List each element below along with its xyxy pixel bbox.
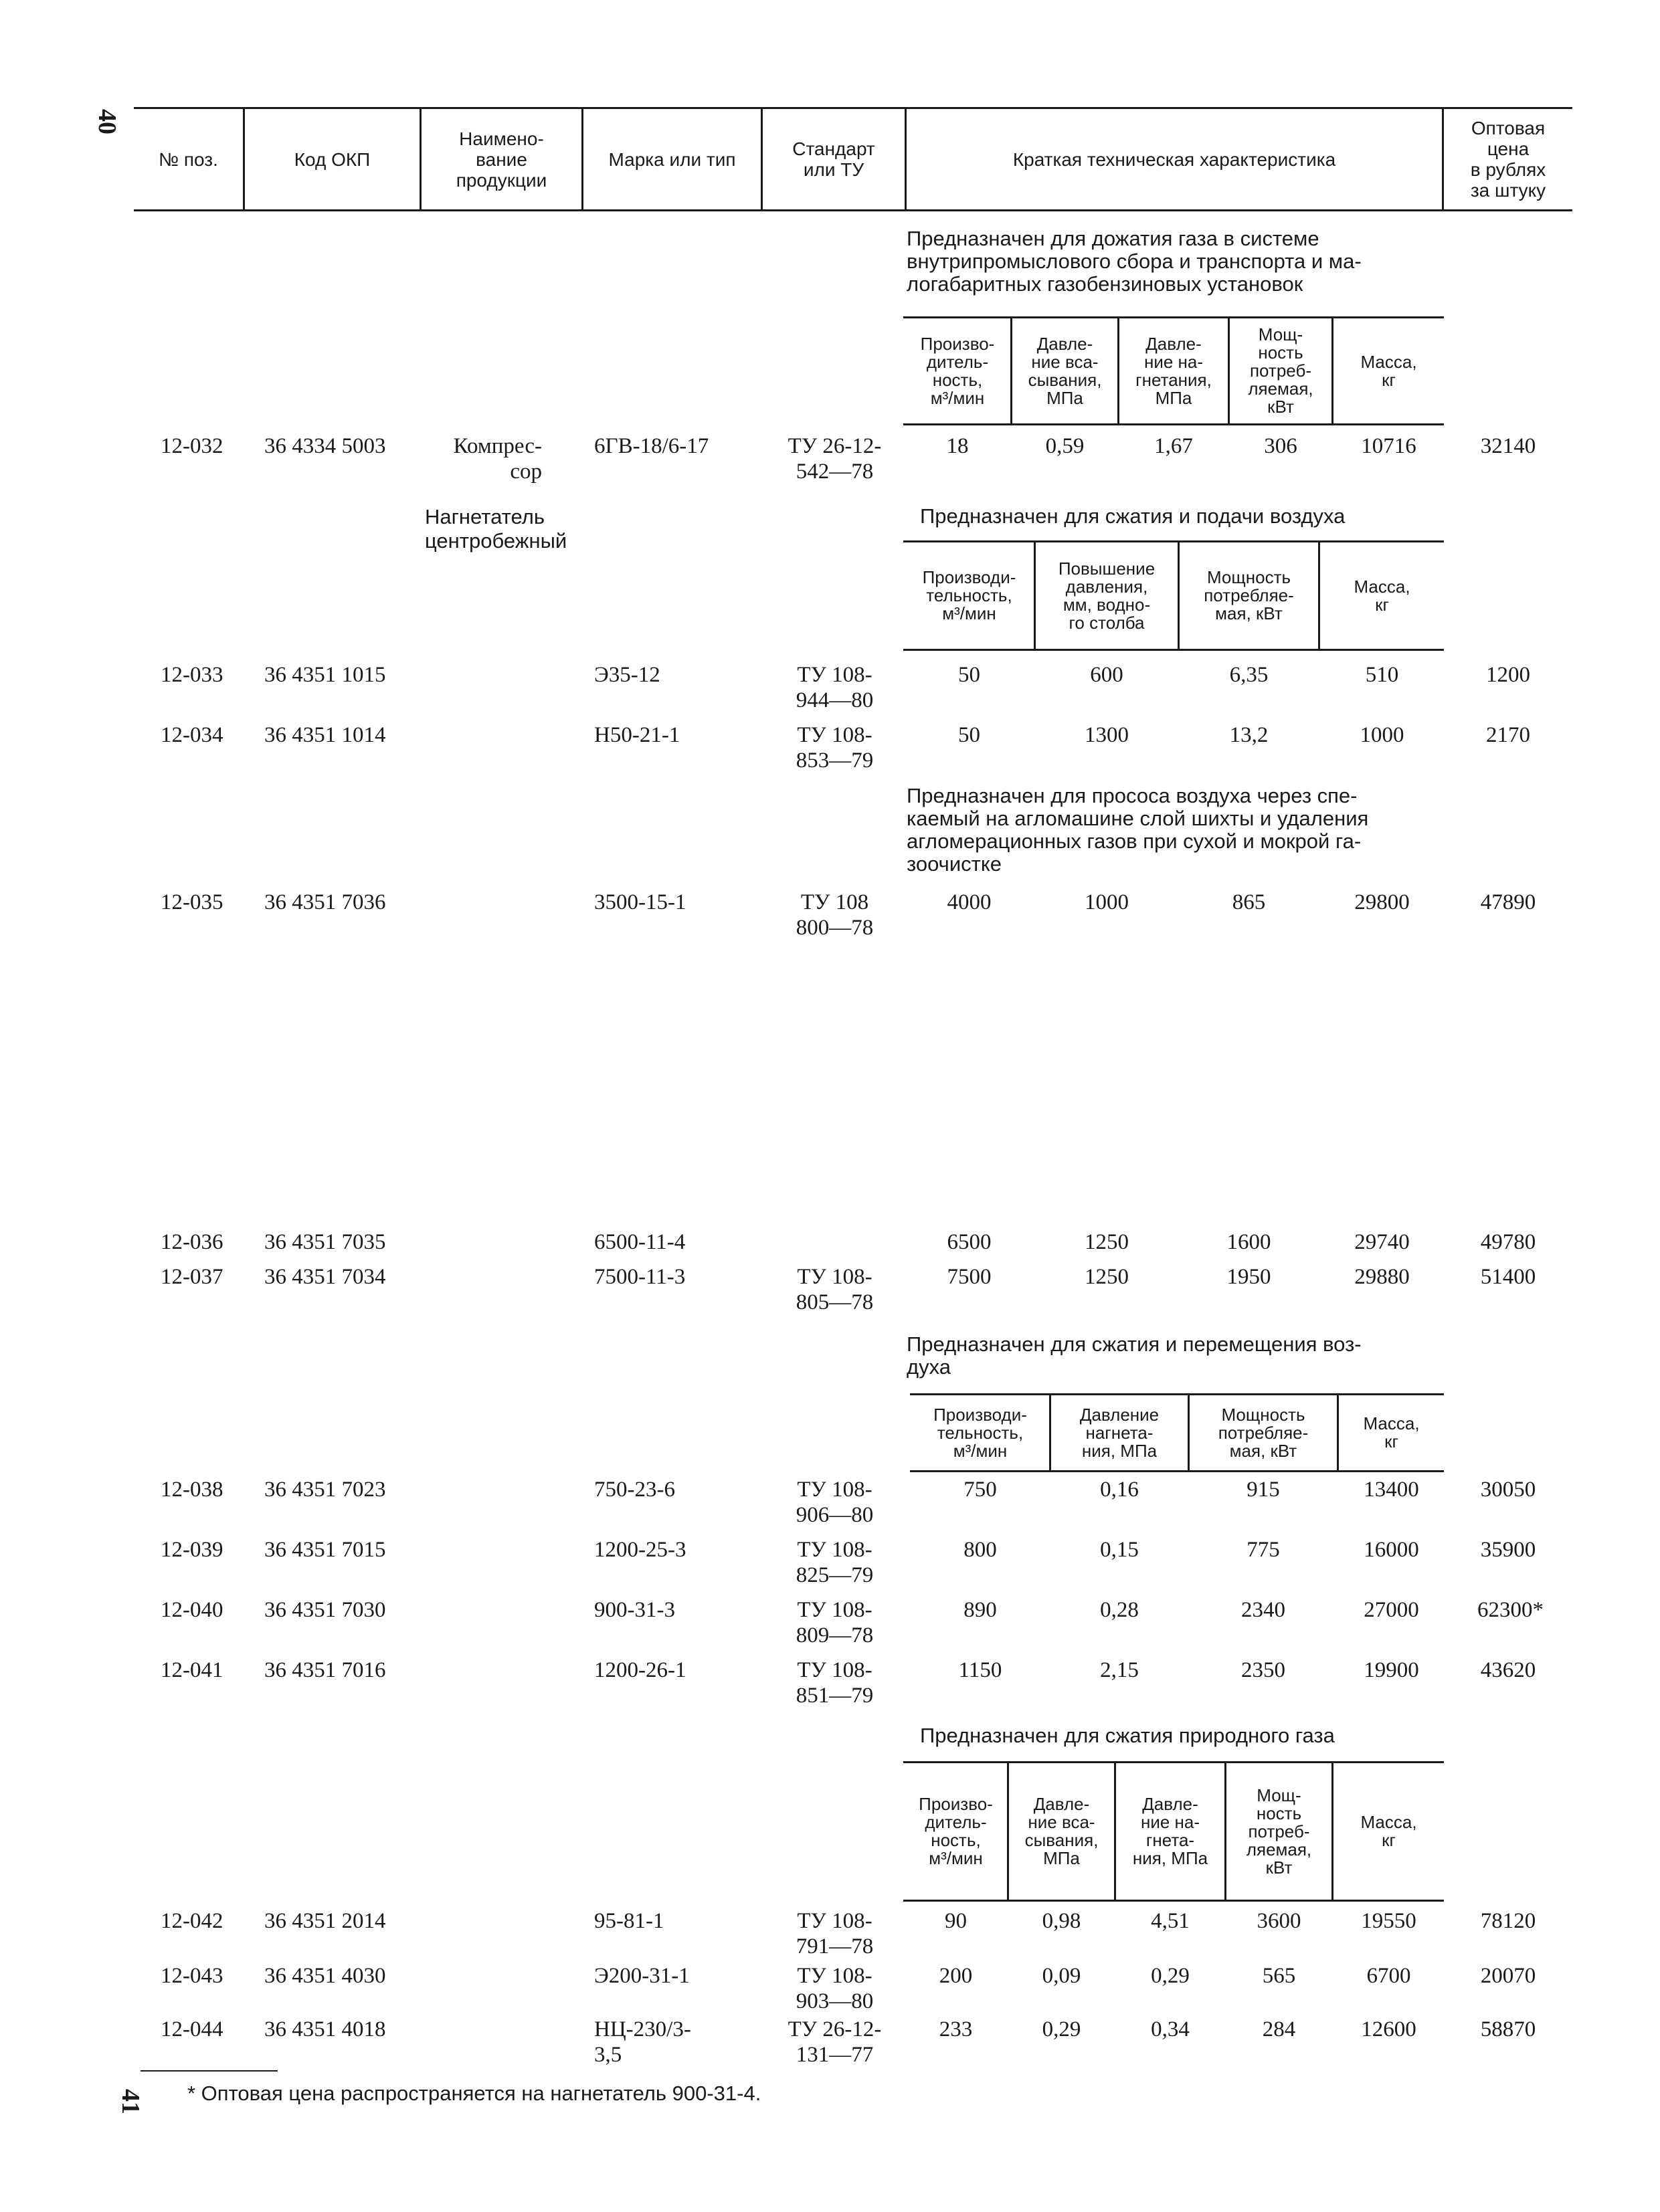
row-040-v4: 27000	[1364, 1598, 1419, 1622]
s5-col-3: Давле- ние на- гнета- ния, МПа	[1132, 1794, 1208, 1868]
row-032-v1: 18	[946, 434, 969, 458]
row-034-okp: 36 4351 1014	[264, 723, 386, 747]
s5-sub-bottom	[903, 1900, 1444, 1902]
s2-sub-bottom	[903, 649, 1444, 651]
row-043-v4: 565	[1262, 1964, 1296, 1988]
row-035-pos: 12-035	[161, 890, 223, 914]
row-039-v4: 16000	[1364, 1538, 1419, 1562]
row-044-okp: 36 4351 4018	[264, 2017, 386, 2041]
row-041-v4: 19900	[1364, 1658, 1419, 1682]
row-039-v1: 800	[963, 1538, 997, 1562]
s1-sub-bottom	[903, 423, 1444, 425]
row-042-v1: 90	[945, 1909, 967, 1933]
row-032-name: Компрес- сор	[453, 434, 542, 484]
row-040-price: 62300*	[1477, 1598, 1544, 1622]
row-035-v3: 865	[1232, 890, 1266, 914]
header-price: Оптовая цена в рублях за штуку	[1470, 118, 1546, 201]
row-036-price: 49780	[1480, 1230, 1536, 1254]
row-038-mark: 750-23-6	[594, 1478, 675, 1502]
row-040-v3: 2340	[1241, 1598, 1285, 1622]
page-number-top: 40	[93, 109, 121, 134]
row-042-mark: 95-81-1	[594, 1909, 664, 1933]
row-036-okp: 36 4351 7035	[264, 1230, 386, 1254]
row-041-price: 43620	[1480, 1658, 1536, 1682]
row-036-mark: 6500-11-4	[594, 1230, 686, 1254]
row-037-std: ТУ 108- 805—78	[796, 1265, 874, 1314]
s5-col-1: Произво- дитель- ность, м³/мин	[919, 1794, 993, 1868]
row-039-pos: 12-039	[161, 1538, 223, 1562]
row-040-okp: 36 4351 7030	[264, 1598, 386, 1622]
row-034-mark: Н50-21-1	[594, 723, 680, 747]
s1-col-1: Произво- дитель- ность, м³/мин	[920, 333, 995, 408]
row-033-price: 1200	[1486, 663, 1530, 687]
row-032-v3: 1,67	[1154, 434, 1193, 458]
row-039-std: ТУ 108- 825—79	[796, 1538, 874, 1587]
s4-col-1: Производи- тельность, м³/мин	[933, 1404, 1027, 1461]
row-039-okp: 36 4351 7015	[264, 1538, 386, 1562]
s2-col-1: Производи- тельность, м³/мин	[922, 567, 1016, 623]
footnote: * Оптовая цена распространяется на нагнетатель 900-31-4.	[187, 2082, 761, 2105]
row-040-mark: 900-31-3	[594, 1598, 675, 1622]
row-038-pos: 12-038	[161, 1478, 223, 1502]
row-032-v4: 306	[1264, 434, 1297, 458]
s1-col-5: Масса, кг	[1360, 351, 1417, 390]
row-037-v2: 1250	[1085, 1265, 1129, 1289]
row-038-v3: 915	[1247, 1478, 1280, 1502]
row-033-v2: 600	[1090, 663, 1123, 687]
row-040-v1: 890	[963, 1598, 997, 1622]
row-037-v4: 29880	[1354, 1265, 1410, 1289]
s1-col-3: Давле- ние на- гнетания, МПа	[1135, 333, 1212, 408]
row-033-v3: 6,35	[1229, 663, 1269, 687]
row-044-mark: НЦ-230/3- 3,5	[594, 2017, 691, 2067]
section-3-description: Предназначен для прососа воздуха через спе- каемый на агломашине слой шихты и удаления агломерационных газов при сухой и мокрой га- зоочистке	[907, 784, 1369, 876]
s5-col-4: Мощ- ность потреб- ляемая, кВт	[1246, 1785, 1312, 1878]
s2-col-3: Мощность потребляе- мая, кВт	[1204, 567, 1294, 623]
row-042-okp: 36 4351 2014	[264, 1909, 386, 1933]
row-044-v4: 284	[1262, 2017, 1296, 2041]
row-040-v2: 0,28	[1100, 1598, 1139, 1622]
row-034-v1: 50	[958, 723, 980, 747]
row-033-v1: 50	[958, 663, 980, 687]
row-038-v1: 750	[963, 1478, 997, 1502]
row-039-price: 35900	[1480, 1538, 1536, 1562]
row-042-std: ТУ 108- 791—78	[796, 1909, 874, 1958]
row-041-pos: 12-041	[161, 1658, 223, 1682]
row-032-pos: 12-032	[161, 434, 223, 458]
row-033-mark: Э35-12	[594, 663, 660, 687]
s5-col-2: Давле- ние вса- сывания, МПа	[1024, 1794, 1099, 1868]
row-037-pos: 12-037	[161, 1265, 223, 1289]
row-044-v3: 0,34	[1151, 2017, 1190, 2041]
header-okp: Код ОКП	[294, 148, 371, 170]
row-044-v2: 0,29	[1042, 2017, 1081, 2041]
section-2-description: Предназначен для сжатия и подачи воздуха	[920, 504, 1346, 528]
row-038-okp: 36 4351 7023	[264, 1478, 386, 1502]
row-039-v2: 0,15	[1100, 1538, 1139, 1562]
row-035-v2: 1000	[1085, 890, 1129, 914]
row-034-price: 2170	[1486, 723, 1530, 747]
section-2-product-name: Нагнетатель центробежный	[425, 505, 567, 552]
row-043-okp: 36 4351 4030	[264, 1964, 386, 1988]
row-041-v1: 1150	[958, 1658, 1002, 1682]
row-043-pos: 12-043	[161, 1964, 223, 1988]
row-036-v1: 6500	[947, 1230, 992, 1254]
row-037-v3: 1950	[1226, 1265, 1271, 1289]
row-040-std: ТУ 108- 809—78	[796, 1598, 874, 1647]
row-038-price: 30050	[1480, 1478, 1536, 1502]
row-043-v3: 0,29	[1151, 1964, 1190, 1988]
row-043-v1: 200	[939, 1964, 973, 1988]
row-043-price: 20070	[1480, 1964, 1536, 1988]
row-033-okp: 36 4351 1015	[264, 663, 386, 687]
row-032-mark: 6ГВ-18/6-17	[594, 434, 709, 458]
row-035-std: ТУ 108 800—78	[796, 890, 874, 940]
row-035-v4: 29800	[1354, 890, 1410, 914]
row-041-v2: 2,15	[1100, 1658, 1139, 1682]
row-042-v3: 4,51	[1151, 1909, 1190, 1933]
row-044-std: ТУ 26-12- 131—77	[788, 2017, 882, 2067]
footnote-rule	[141, 2070, 278, 2072]
row-034-pos: 12-034	[161, 723, 223, 747]
row-032-v5: 10716	[1361, 434, 1416, 458]
row-038-v2: 0,16	[1100, 1478, 1139, 1502]
row-034-std: ТУ 108- 853—79	[796, 723, 874, 773]
row-043-v2: 0,09	[1042, 1964, 1081, 1988]
row-041-std: ТУ 108- 851—79	[796, 1658, 874, 1708]
row-044-pos: 12-044	[161, 2017, 223, 2041]
row-036-pos: 12-036	[161, 1230, 223, 1254]
header-mark: Марка или тип	[608, 148, 736, 170]
header-std: Стандарт или ТУ	[792, 138, 875, 180]
row-035-price: 47890	[1480, 890, 1536, 914]
s4-col-3: Мощность потребляе- мая, кВт	[1218, 1404, 1309, 1461]
row-042-v5: 19550	[1361, 1909, 1416, 1933]
section-1-description: Предназначен для дожатия газа в системе внутрипромыслового сбора и транспорта и ма- логабаритных газобензиновых установок	[907, 227, 1362, 296]
s4-col-2: Давление нагнета- ния, МПа	[1079, 1404, 1160, 1461]
row-035-v1: 4000	[947, 890, 992, 914]
row-033-std: ТУ 108- 944—80	[796, 663, 874, 712]
row-034-v4: 1000	[1360, 723, 1404, 747]
row-041-v3: 2350	[1241, 1658, 1285, 1682]
row-033-pos: 12-033	[161, 663, 223, 687]
row-041-okp: 36 4351 7016	[264, 1658, 386, 1682]
row-044-v5: 12600	[1361, 2017, 1416, 2041]
row-032-v2: 0,59	[1045, 434, 1085, 458]
s1-col-2: Давле- ние вса- сывания, МПа	[1028, 333, 1102, 408]
row-034-v2: 1300	[1085, 723, 1129, 747]
row-039-v3: 775	[1247, 1538, 1280, 1562]
row-039-mark: 1200-25-3	[594, 1538, 686, 1562]
row-033-v4: 510	[1365, 663, 1399, 687]
row-042-pos: 12-042	[161, 1909, 223, 1933]
row-034-v3: 13,2	[1229, 723, 1269, 747]
s1-col-4: Мощ- ность потреб- ляемая, кВт	[1248, 324, 1313, 417]
page-number-bottom: 41	[116, 2089, 145, 2114]
row-032-okp: 36 4334 5003	[264, 434, 386, 458]
section-4-description: Предназначен для сжатия и перемещения воз- духа	[907, 1332, 1362, 1379]
row-044-v1: 233	[939, 2017, 973, 2041]
row-037-okp: 36 4351 7034	[264, 1265, 386, 1289]
row-037-price: 51400	[1480, 1265, 1536, 1289]
row-037-mark: 7500-11-3	[594, 1265, 686, 1289]
row-043-v5: 6700	[1366, 1964, 1411, 1988]
header-bottom-rule	[134, 209, 1572, 211]
row-036-v3: 1600	[1226, 1230, 1271, 1254]
section-5-description: Предназначен для сжатия природного газа	[920, 1724, 1335, 1747]
header-tech: Краткая техническая характеристика	[1012, 148, 1336, 170]
row-036-v4: 29740	[1354, 1230, 1410, 1254]
row-043-std: ТУ 108- 903—80	[796, 1964, 874, 2013]
s2-col-2: Повышение давления, мм, водно- го столба	[1058, 558, 1156, 633]
row-044-price: 58870	[1480, 2017, 1536, 2041]
row-037-v1: 7500	[947, 1265, 992, 1289]
s2-col-4: Масса, кг	[1354, 576, 1410, 615]
header-pos: № поз.	[159, 148, 218, 170]
row-035-okp: 36 4351 7036	[264, 890, 386, 914]
row-032-std: ТУ 26-12- 542—78	[788, 434, 882, 484]
s5-col-5: Масса, кг	[1360, 1812, 1417, 1850]
row-042-v2: 0,98	[1042, 1909, 1081, 1933]
row-035-mark: 3500-15-1	[594, 890, 686, 914]
row-032-price: 32140	[1480, 434, 1536, 458]
row-038-v4: 13400	[1364, 1478, 1419, 1502]
row-043-mark: Э200-31-1	[594, 1964, 690, 1988]
row-042-v4: 3600	[1257, 1909, 1301, 1933]
row-036-v2: 1250	[1085, 1230, 1129, 1254]
s4-sub-bottom	[910, 1470, 1444, 1472]
row-038-std: ТУ 108- 906—80	[796, 1478, 874, 1527]
row-041-mark: 1200-26-1	[594, 1658, 686, 1682]
row-042-price: 78120	[1480, 1909, 1536, 1933]
row-040-pos: 12-040	[161, 1598, 223, 1622]
header-name: Наимено- вание продукции	[456, 128, 547, 191]
s4-col-4: Масса, кг	[1363, 1413, 1420, 1451]
